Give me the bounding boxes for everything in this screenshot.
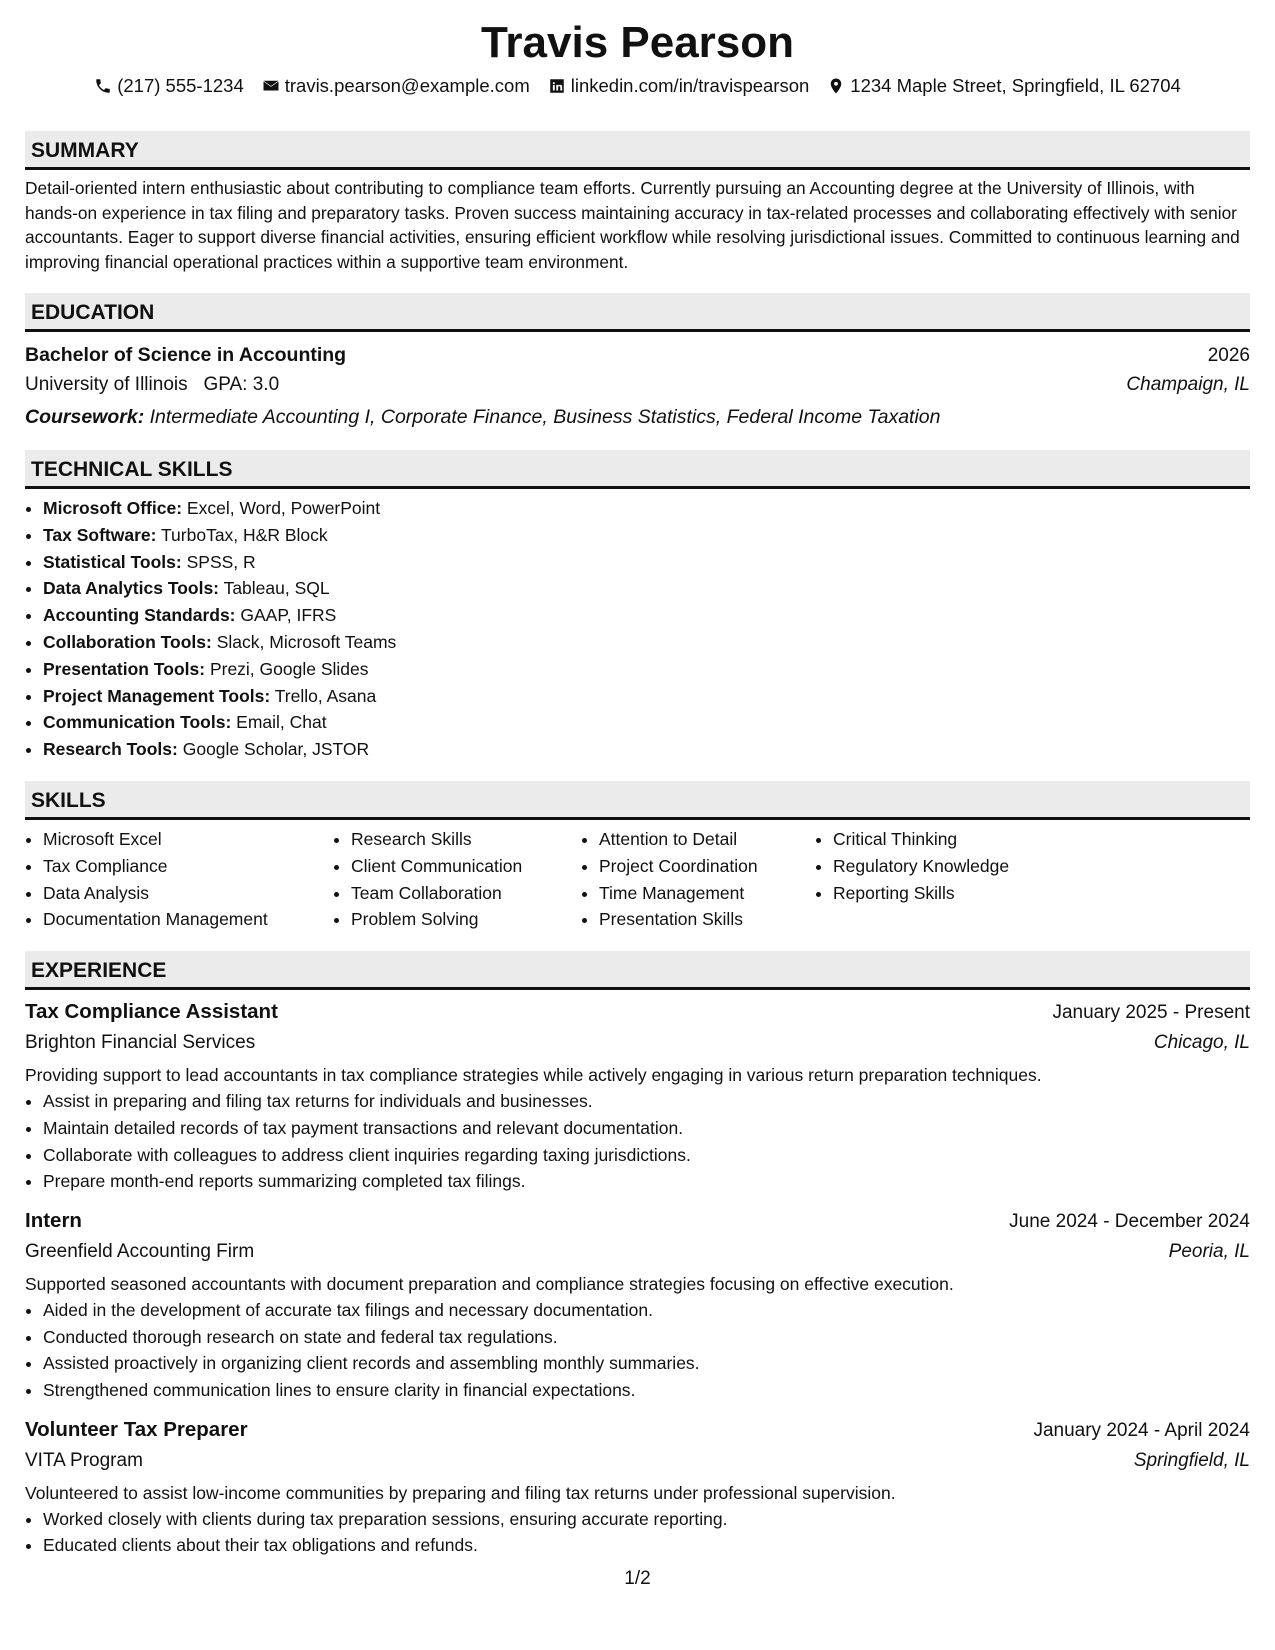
job-entry	[25, 1205, 1250, 1404]
list-item: • Communication Tools: Email, Chat	[43, 709, 1250, 736]
job-title: Tax Compliance Assistant	[25, 1000, 278, 1024]
contact-email[interactable]	[262, 75, 530, 97]
experience-heading: EXPERIENCE	[25, 951, 1250, 990]
list-item: • Prepare month-end reports summarizing completed tax filings.	[43, 1168, 1250, 1195]
job-dates: January 2024 - April 2024	[1033, 1419, 1250, 1441]
location-pin-icon	[827, 77, 845, 95]
list-item: • Research Tools: Google Scholar, JSTOR	[43, 736, 1250, 763]
job-location: Chicago, IL	[1153, 1032, 1250, 1054]
list-item: • Client Communication	[351, 853, 581, 880]
coursework-label: Coursework:	[25, 405, 145, 428]
job-entry	[25, 1414, 1250, 1559]
job-company: VITA Program	[25, 1449, 143, 1471]
job-company: Greenfield Accounting Firm	[25, 1240, 255, 1262]
school-name: University of Illinois	[25, 374, 188, 396]
phone-text: (217) 555-1234	[117, 74, 244, 96]
list-item: • Problem Solving	[351, 906, 581, 933]
list-item: • Data Analytics Tools: Tableau, SQL	[43, 575, 1250, 602]
job-title-row	[25, 996, 1250, 1028]
list-item: • Presentation Skills	[599, 906, 815, 933]
job-location: Springfield, IL	[1133, 1449, 1250, 1471]
education-degree-row	[25, 340, 1250, 370]
list-item: • Critical Thinking	[833, 826, 1063, 853]
gpa: GPA: 3.0	[203, 374, 280, 396]
skills-heading: SKILLS	[25, 781, 1250, 820]
job-bullets	[25, 1297, 1250, 1404]
list-item: • Assisted proactively in organizing client records and assembling monthly summaries.	[43, 1350, 1250, 1377]
list-item: • Accounting Standards: GAAP, IFRS	[43, 602, 1250, 629]
list-item: • Strengthened communication lines to ensure clarity in financial expectations.	[43, 1377, 1250, 1404]
skills-column	[25, 826, 333, 933]
degree-name: Bachelor of Science in Accounting	[25, 343, 347, 366]
phone-icon	[94, 77, 112, 95]
coursework-line	[25, 402, 1250, 432]
list-item: • Statistical Tools: SPSS, R	[43, 549, 1250, 576]
list-item: • Research Skills	[351, 826, 581, 853]
contact-phone	[94, 75, 244, 97]
coursework-list: Intermediate Accounting I, Corporate Finance, Business Statistics, Federal Income Taxation	[149, 405, 941, 428]
list-item: • Team Collaboration	[351, 880, 581, 907]
job-dates: June 2024 - December 2024	[1009, 1211, 1250, 1233]
job-company-row	[25, 1446, 1250, 1475]
education-heading: EDUCATION	[25, 293, 1250, 332]
email-text: travis.pearson@example.com	[284, 74, 530, 96]
job-description: Volunteered to assist low-income communities by preparing and filing tax returns under professional supervision.	[25, 1483, 896, 1504]
school-info	[25, 370, 279, 399]
skills-column	[581, 826, 815, 933]
job-title: Volunteer Tax Preparer	[25, 1417, 248, 1441]
list-item: • Documentation Management	[43, 906, 333, 933]
linkedin-text: linkedin.com/in/travispearson	[570, 74, 810, 96]
address-text: 1234 Maple Street, Springfield, IL 62704	[850, 74, 1181, 96]
list-item: • Microsoft Office: Excel, Word, PowerPoint	[43, 495, 1250, 522]
job-bullets	[25, 1088, 1250, 1195]
list-item: • Worked closely with clients during tax preparation sessions, ensuring accurate reporting.	[43, 1506, 1250, 1533]
education-school-row	[25, 370, 1250, 399]
skills-column	[815, 826, 1063, 933]
list-item: • Microsoft Excel	[43, 826, 333, 853]
list-item: • Regulatory Knowledge	[833, 853, 1063, 880]
school-location: Champaign, IL	[1126, 374, 1250, 396]
contact-address	[827, 75, 1180, 97]
page-number: 1/2	[624, 1568, 651, 1589]
summary-text: Detail-oriented intern enthusiastic about contributing to compliance team efforts. Currently pursuing an Accounting degree at the University of Illinois, with hands-on experience in tax filing and preparatory tasks. Proven success maintaining accuracy in tax-related processes and collaborating effectively with senior accountants. Eager to support diverse financial activities, ensuring efficient workflow while resolving jurisdictional issues. Committed to continuous learning and improving financial operational practices within a supportive team environment.	[25, 177, 1240, 272]
job-entry	[25, 996, 1250, 1195]
list-item: • Collaborate with colleagues to address client inquiries regarding taxing jurisdictions.	[43, 1142, 1250, 1169]
envelope-icon	[262, 77, 280, 95]
job-dates: January 2025 - Present	[1052, 1002, 1250, 1024]
job-description: Supported seasoned accountants with document preparation and compliance strategies focusing on effective execution.	[25, 1274, 954, 1295]
linkedin-icon	[548, 77, 566, 95]
resume-page	[25, 18, 1250, 1559]
list-item: • Data Analysis	[43, 880, 333, 907]
graduation-year: 2026	[1207, 344, 1250, 366]
technical-skills-list	[25, 495, 1250, 763]
list-item: • Presentation Tools: Prezi, Google Slides	[43, 656, 1250, 683]
list-item: • Time Management	[599, 880, 815, 907]
contact-linkedin[interactable]	[548, 75, 810, 97]
skills-column	[333, 826, 581, 933]
list-item: • Maintain detailed records of tax payment transactions and relevant documentation.	[43, 1115, 1250, 1142]
candidate-name: Travis Pearson	[480, 18, 795, 67]
list-item: • Reporting Skills	[833, 880, 1063, 907]
job-company: Brighton Financial Services	[25, 1032, 256, 1054]
job-title-row	[25, 1205, 1250, 1237]
education-entry	[25, 340, 1250, 432]
job-location: Peoria, IL	[1168, 1240, 1250, 1262]
job-bullets	[25, 1506, 1250, 1560]
job-title: Intern	[25, 1209, 82, 1233]
job-description: Providing support to lead accountants in tax compliance strategies while actively engaging in various return preparation techniques.	[25, 1065, 1042, 1086]
contact-bar	[25, 75, 1250, 97]
skills-grid	[25, 826, 1250, 933]
list-item: • Project Management Tools: Trello, Asana	[43, 683, 1250, 710]
list-item: • Tax Compliance	[43, 853, 333, 880]
list-item: • Tax Software: TurboTax, H&R Block	[43, 522, 1250, 549]
job-title-row	[25, 1414, 1250, 1446]
list-item: • Attention to Detail	[599, 826, 815, 853]
list-item: • Conducted thorough research on state and federal tax regulations.	[43, 1324, 1250, 1351]
list-item: • Collaboration Tools: Slack, Microsoft Teams	[43, 629, 1250, 656]
list-item: • Assist in preparing and filing tax returns for individuals and businesses.	[43, 1088, 1250, 1115]
job-company-row	[25, 1237, 1250, 1266]
summary-heading: SUMMARY	[25, 131, 1250, 170]
job-company-row	[25, 1028, 1250, 1057]
list-item: • Project Coordination	[599, 853, 815, 880]
list-item: • Educated clients about their tax obligations and refunds.	[43, 1532, 1250, 1559]
list-item: • Aided in the development of accurate tax filings and necessary documentation.	[43, 1297, 1250, 1324]
technical-skills-heading: TECHNICAL SKILLS	[25, 450, 1250, 489]
